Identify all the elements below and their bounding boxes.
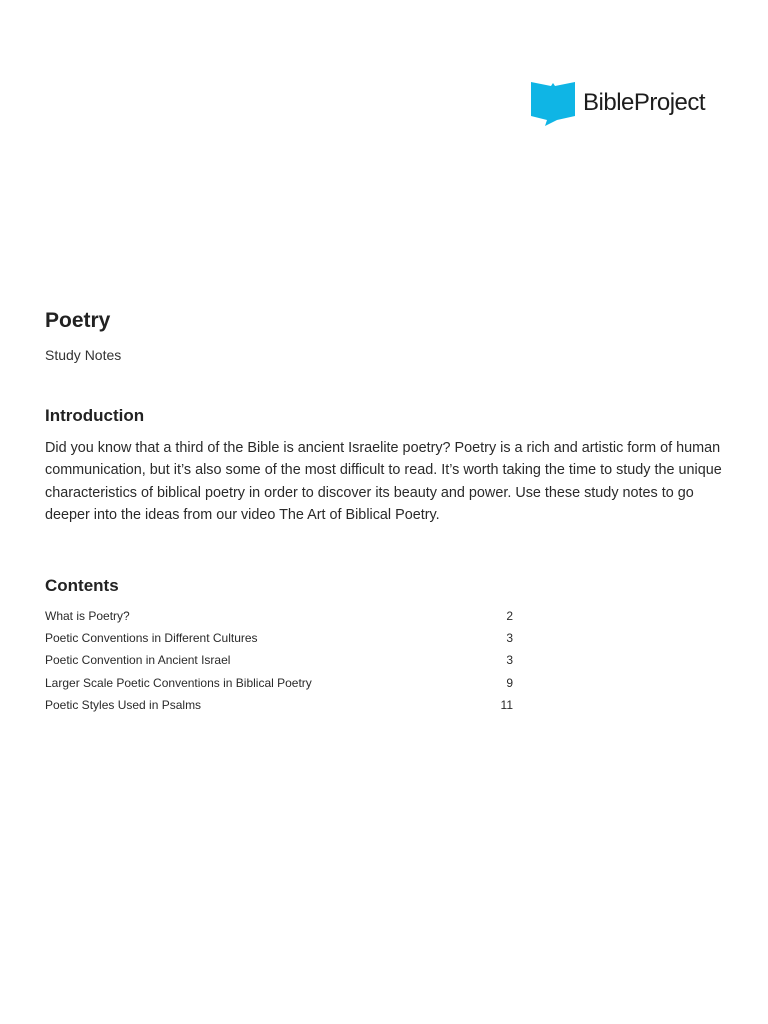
table-of-contents — [45, 605, 515, 716]
toc-item-what-is-poetry[interactable] — [45, 605, 515, 627]
open-book-icon — [531, 80, 575, 126]
introduction-heading: Introduction — [45, 406, 145, 425]
toc-item-psalms-styles[interactable] — [45, 694, 515, 716]
toc-item-page: 3 — [506, 653, 513, 668]
toc-item-ancient-israel[interactable] — [45, 649, 515, 671]
toc-item-larger-scale[interactable] — [45, 672, 515, 694]
contents-heading: Contents — [45, 576, 119, 595]
introduction-body: Did you know that a third of the Bible is ancient Israelite poetry? Poetry is a rich and artistic form of human communication, but it’s also some of the most difficult to read. It’s worth taking the time to study the unique characteristics of biblical poetry in order to discover its beauty and power. Use these study notes to go deeper into the ideas from our video The Art of Biblical Poetry. — [45, 440, 722, 524]
toc-item-page: 3 — [506, 631, 513, 646]
toc-item-label: Poetic Convention in Ancient Israel — [45, 653, 231, 668]
page-subtitle: Study Notes — [45, 347, 122, 363]
toc-item-label: Poetic Styles Used in Psalms — [45, 697, 202, 712]
toc-item-label: What is Poetry? — [45, 609, 130, 623]
toc-item-page: 9 — [506, 675, 513, 690]
bibleproject-logo — [531, 80, 705, 126]
toc-item-different-cultures[interactable] — [45, 627, 515, 649]
toc-item-page: 11 — [500, 697, 513, 712]
toc-item-page: 2 — [506, 609, 513, 623]
page-title: Poetry — [45, 309, 111, 332]
brand-name: BibleProject — [583, 89, 706, 116]
toc-item-label: Poetic Conventions in Different Cultures — [45, 631, 258, 646]
toc-item-label: Larger Scale Poetic Conventions in Biblical Poetry — [45, 675, 312, 690]
